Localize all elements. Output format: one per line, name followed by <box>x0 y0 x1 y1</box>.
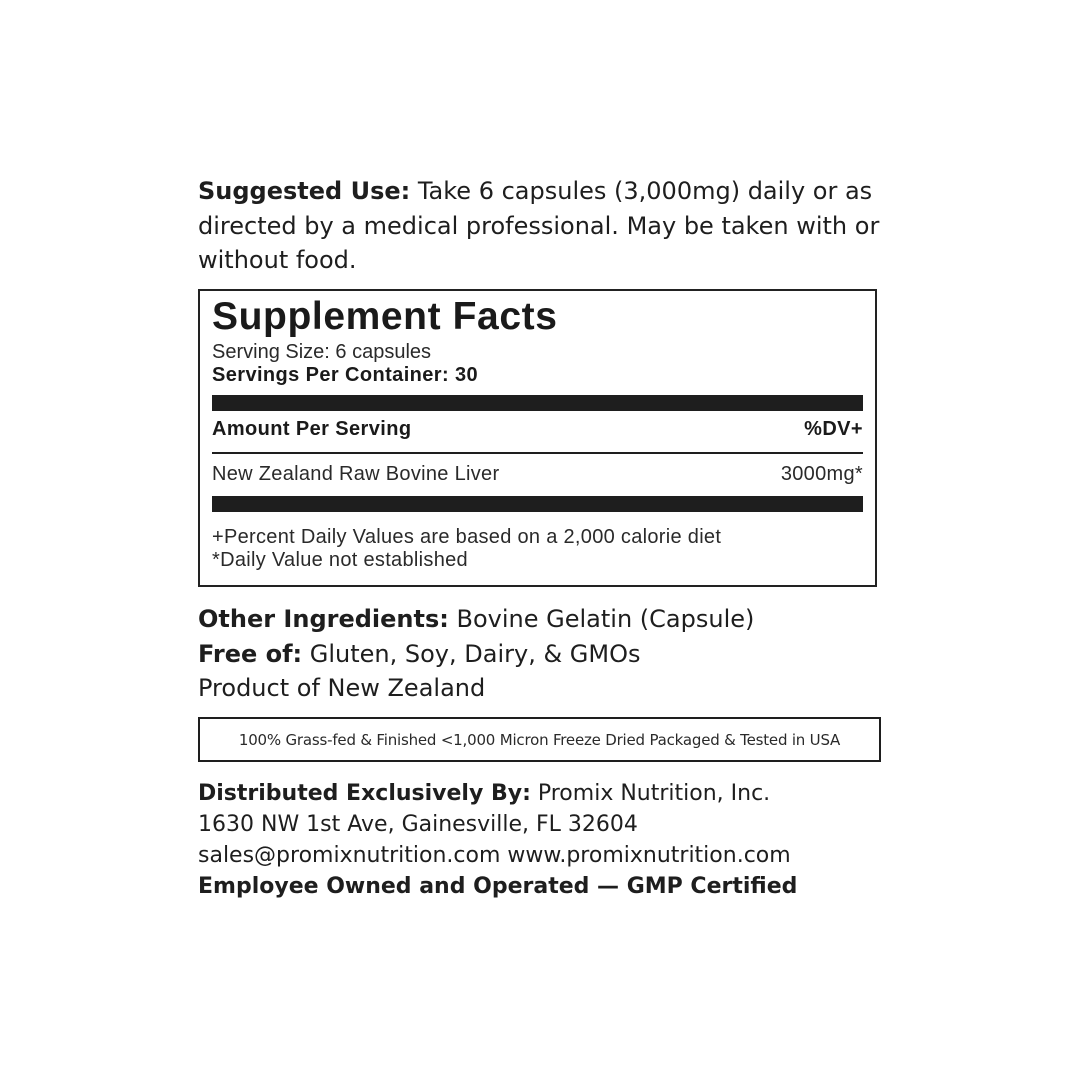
suggested-use-text: Take 6 capsules (3,000mg) daily or as directed by a medical professional. May be taken with or without food. <box>198 177 880 274</box>
product-origin: Product of New Zealand <box>198 674 486 702</box>
other-ingredients-line <box>198 602 898 637</box>
footnote-daily-values: +Percent Daily Values are based on a 2,000 calorie diet <box>212 526 722 548</box>
other-ingredients-text: Bovine Gelatin (Capsule) <box>448 605 755 633</box>
free-of-line <box>198 637 898 672</box>
ingredient-row <box>212 463 863 487</box>
quality-badge-box <box>198 717 881 762</box>
free-of-label: Free of: <box>198 639 303 668</box>
distributor-info <box>198 778 898 902</box>
distributor-label: Distributed Exclusively By: <box>198 781 531 806</box>
footnote-not-established: *Daily Value not established <box>212 549 468 571</box>
suggested-use <box>198 174 888 278</box>
other-info <box>198 602 898 706</box>
free-of-text: Gluten, Soy, Dairy, & GMOs <box>302 639 641 668</box>
ingredient-name: New Zealand Raw Bovine Liver <box>212 463 500 485</box>
supplement-facts-title: Supplement Facts <box>212 295 558 338</box>
distributor-company: Promix Nutrition, Inc. <box>530 781 771 806</box>
distributor-tagline: Employee Owned and Operated — GMP Certified <box>198 874 798 899</box>
supplement-facts-panel <box>198 289 877 587</box>
distributor-contacts: sales@promixnutrition.com www.promixnutrition.com <box>198 843 791 868</box>
servings-per-container: Servings Per Container: 30 <box>212 364 479 386</box>
thick-divider-top <box>212 395 863 411</box>
thin-divider <box>212 452 863 454</box>
distributor-line <box>198 778 898 809</box>
other-ingredients-label: Other Ingredients: <box>198 605 449 633</box>
footnotes <box>212 526 721 572</box>
ingredient-amount: 3000mg* <box>780 463 863 485</box>
suggested-use-label: Suggested Use: <box>198 177 411 205</box>
distributor-address: 1630 NW 1st Ave, Gainesville, FL 32604 <box>198 812 638 837</box>
amount-per-serving-header: Amount Per Serving <box>212 418 412 440</box>
serving-size: Serving Size: 6 capsules <box>212 341 432 363</box>
thick-divider-bottom <box>212 496 863 512</box>
amount-per-serving-header-row <box>212 418 863 442</box>
dv-header: %DV+ <box>804 418 863 440</box>
quality-badge-text: 100% Grass-fed & Finished <1,000 Micron Freeze Dried Packaged & Tested in USA <box>238 731 841 749</box>
